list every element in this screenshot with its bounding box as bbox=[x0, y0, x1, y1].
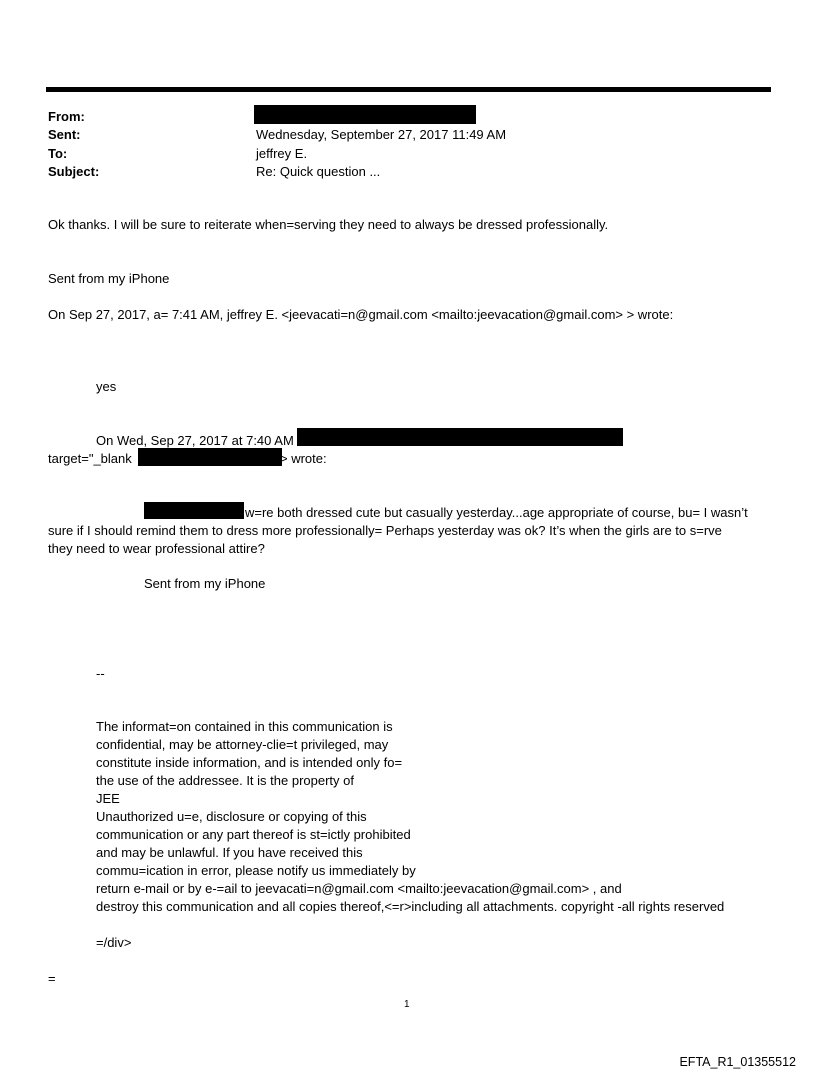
sent-from-iphone-2: Sent from my iPhone bbox=[144, 576, 266, 591]
message-line-3: they need to wear professional attire? bbox=[48, 541, 265, 556]
target-blank: target="_blank bbox=[48, 451, 132, 466]
div-close-text: =/div> bbox=[96, 935, 132, 950]
sent-value: Wednesday, September 27, 2017 11:49 AM bbox=[256, 127, 507, 142]
from-label: From: bbox=[48, 109, 85, 124]
reply-line: Ok thanks. I will be sure to reiterate when=serving they need to always be dressed professionally. bbox=[48, 217, 609, 232]
disclaimer-line: confidential, may be attorney-clie=t privileged, may bbox=[96, 737, 389, 752]
redaction-email bbox=[138, 448, 282, 466]
document-id: EFTA_R1_01355512 bbox=[679, 1055, 796, 1069]
reply-yes: yes bbox=[96, 379, 117, 394]
disclaimer-line: communication or any part thereof is st=ictly prohibited bbox=[96, 827, 411, 842]
message-line-1: w=re both dressed cute but casually yesterday...age appropriate of course, bu= I wasn’t bbox=[245, 505, 748, 520]
signature-dashes: -- bbox=[96, 666, 105, 681]
on-wed-line: On Wed, Sep 27, 2017 at 7:40 AM bbox=[96, 433, 294, 448]
disclaimer-line: destroy this communication and all copies thereof,<=r>including all attachments. copyright -all rights reserved bbox=[96, 899, 725, 914]
header-rule bbox=[46, 87, 771, 92]
quote-header: On Sep 27, 2017, a= 7:41 AM, jeffrey E. <jeevacati=n@gmail.com <mailto:jeevacation@gmail.com> > wrote: bbox=[48, 307, 674, 322]
disclaimer-line: return e-mail or by e-=ail to jeevacati=n@gmail.com <mailto:jeevacation@gmail.com> , and bbox=[96, 881, 622, 896]
disclaimer-line: JEE bbox=[96, 791, 120, 806]
message-line-2: sure if I should remind them to dress more professionally= Perhaps yesterday was ok? It’s when the girls are to s=rve bbox=[48, 523, 722, 538]
redaction-names bbox=[144, 502, 244, 519]
sent-label: Sent: bbox=[48, 127, 81, 142]
disclaimer-line: constitute inside information, and is intended only fo= bbox=[96, 755, 403, 770]
page-number: 1 bbox=[404, 999, 410, 1010]
redaction-from bbox=[254, 105, 476, 124]
trailing-equals: = bbox=[48, 971, 56, 986]
sent-from-iphone-1: Sent from my iPhone bbox=[48, 271, 170, 286]
subject-label: Subject: bbox=[48, 164, 100, 179]
disclaimer-line: Unauthorized u=e, disclosure or copying of this bbox=[96, 809, 367, 824]
subject-value: Re: Quick question ... bbox=[256, 164, 381, 179]
redaction-sender bbox=[297, 428, 623, 446]
wrote-text: > wrote: bbox=[280, 451, 327, 466]
disclaimer-line: commu=ication in error, please notify us immediately by bbox=[96, 863, 416, 878]
disclaimer-line: the use of the addressee. It is the property of bbox=[96, 773, 354, 788]
to-label: To: bbox=[48, 146, 68, 161]
disclaimer-line: The informat=on contained in this communication is bbox=[96, 719, 393, 734]
disclaimer-line: and may be unlawful. If you have received this bbox=[96, 845, 363, 860]
to-value: jeffrey E. bbox=[256, 146, 308, 161]
